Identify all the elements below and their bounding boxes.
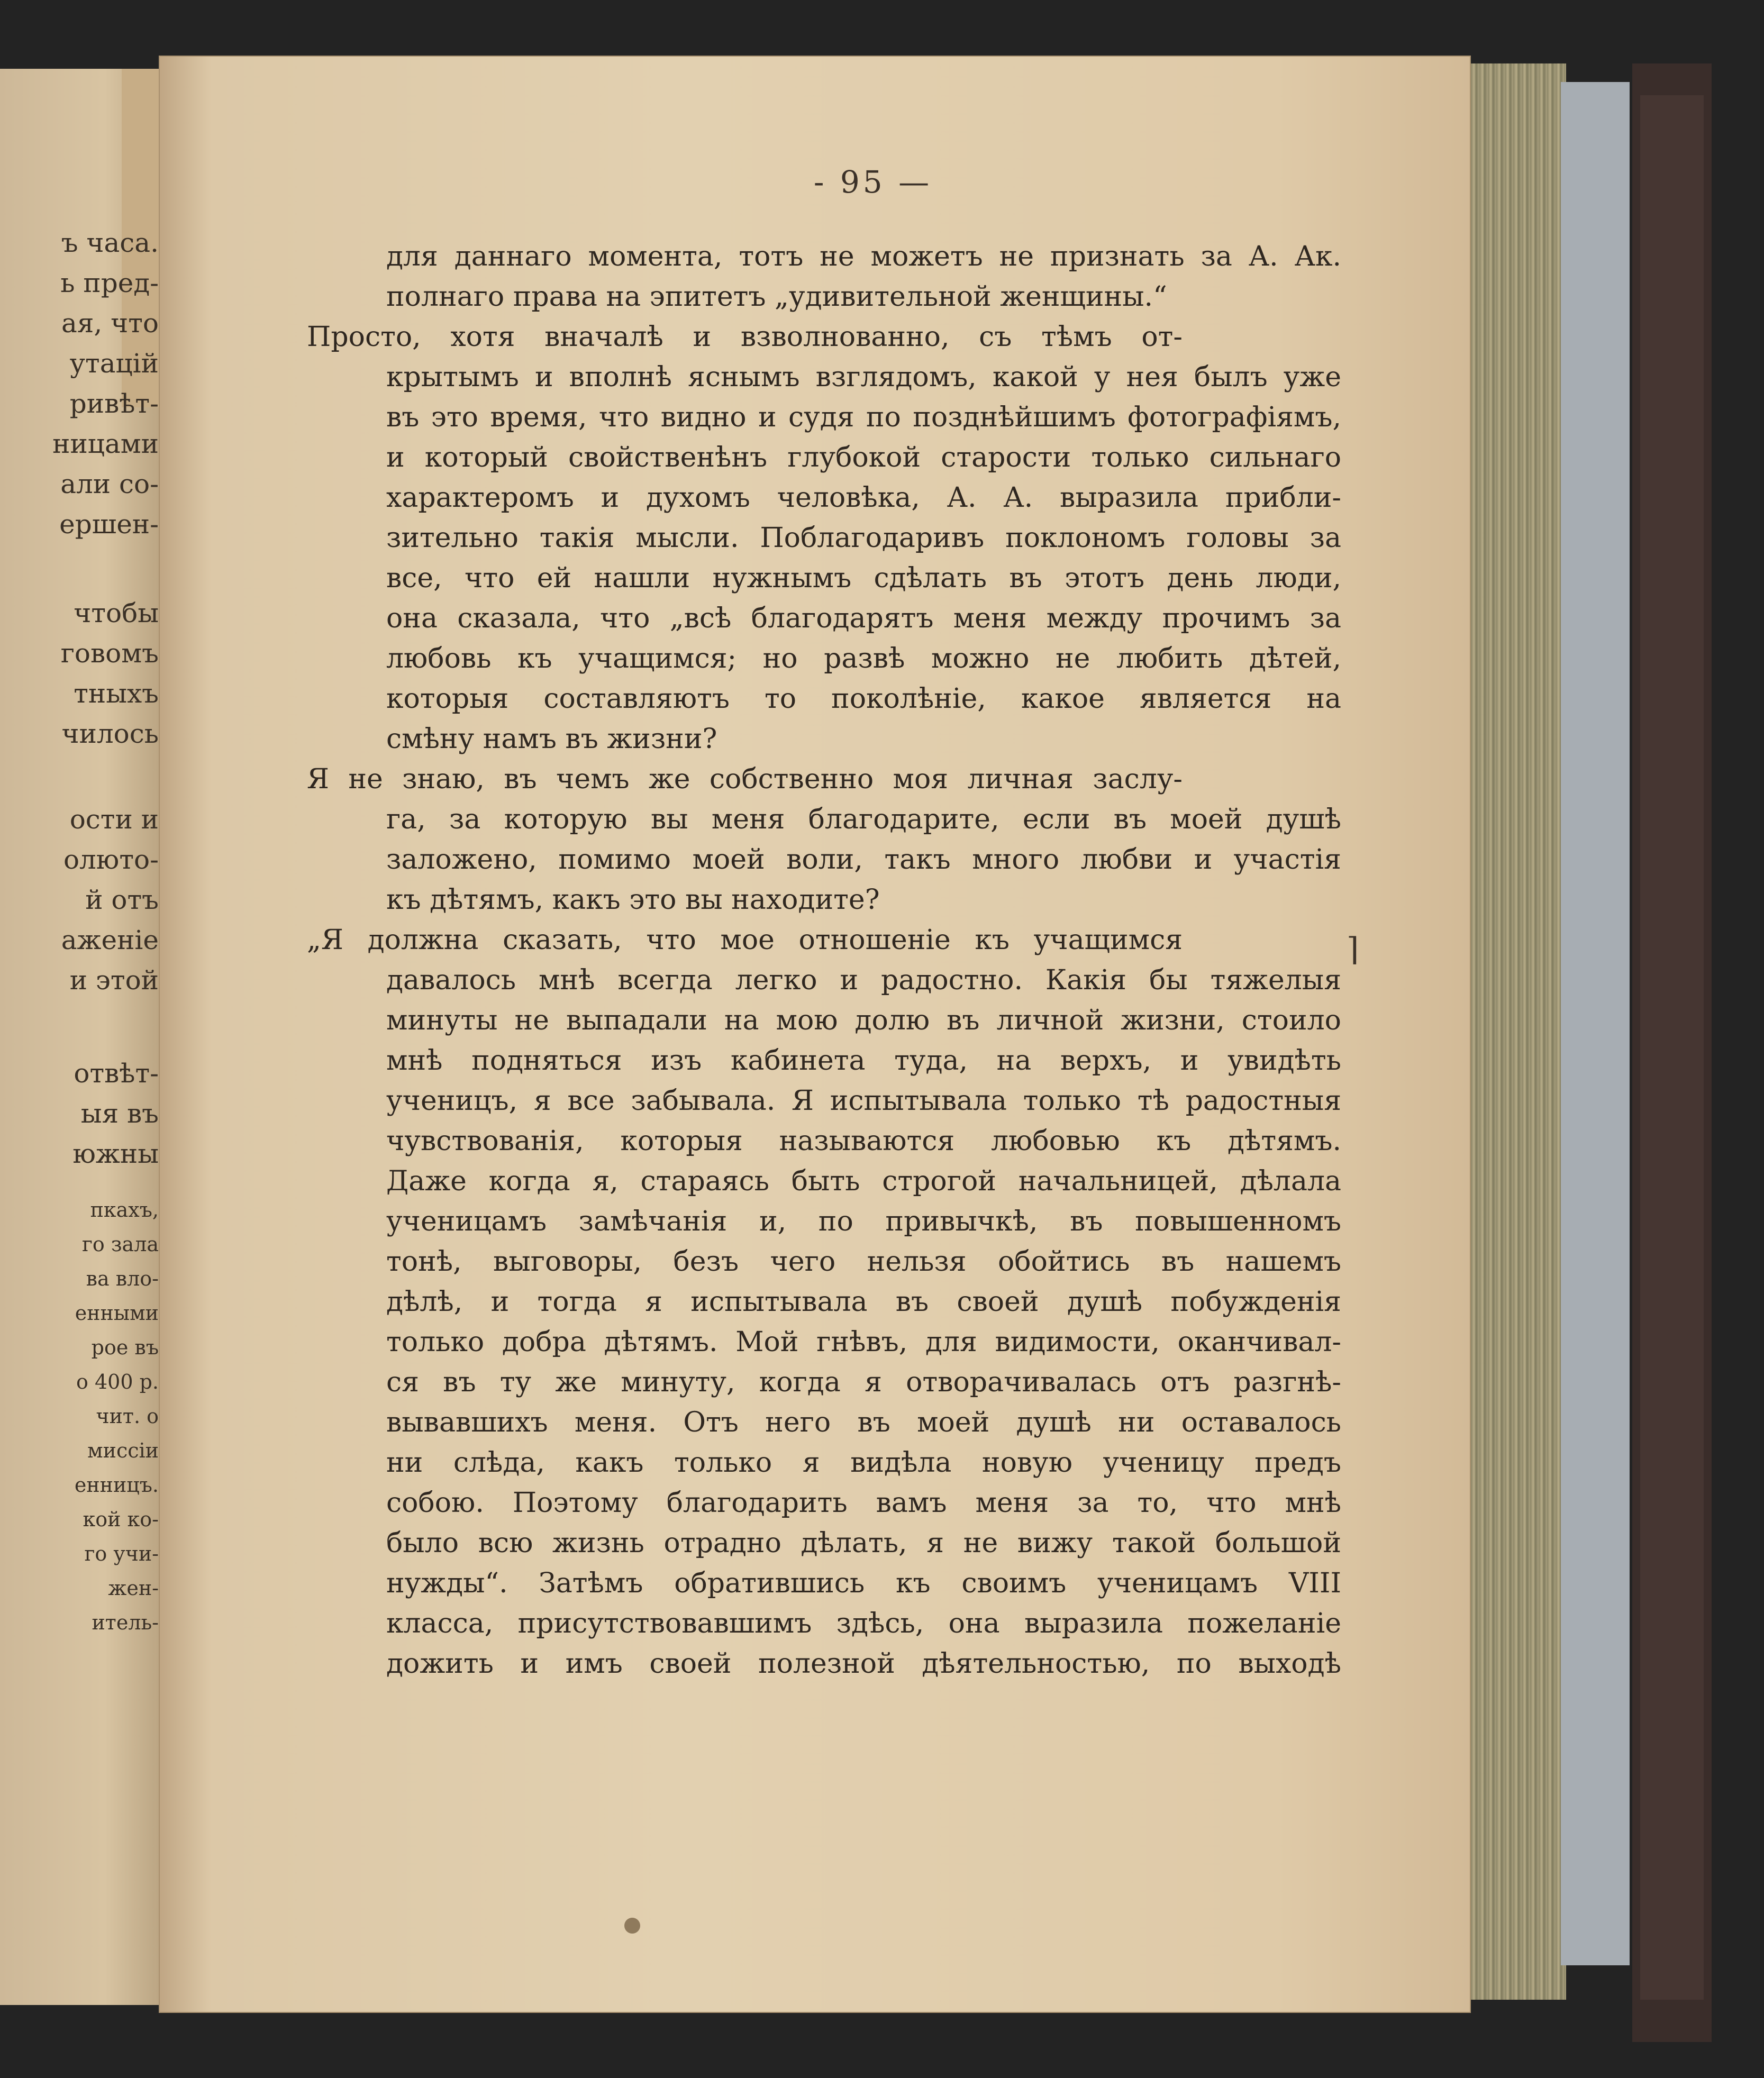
left-line: итель-	[92, 1611, 159, 1634]
text-line: зительно такія мысли. Поблагодаривъ поклономъ головы за	[386, 522, 1341, 554]
left-line: олюто-	[63, 844, 159, 875]
left-line: чит. о	[96, 1405, 159, 1428]
left-line: ривѣт-	[69, 388, 159, 419]
left-line: миссіи	[87, 1439, 159, 1462]
text-line: „Я должна сказать, что мое отношеніе къ учащимся	[307, 924, 1183, 956]
left-line: жен-	[108, 1576, 159, 1600]
left-line: ницами	[52, 429, 159, 459]
left-line: ая, что	[61, 308, 159, 339]
text-line: класса, присутствовавшимъ здѣсь, она выразила пожеланіе	[386, 1608, 1341, 1639]
text-line: га, за которую вы меня благодарите, если въ моей душѣ	[386, 804, 1341, 835]
left-line: ъ часа.	[61, 227, 159, 258]
text-line: вывавшихъ меня. Отъ него въ моей душѣ ни оставалось	[386, 1407, 1341, 1438]
text-line: къ дѣтямъ, какъ это вы находите?	[386, 884, 880, 916]
book-edge-strip	[1561, 82, 1630, 1965]
text-line: она сказала, что „всѣ благодарятъ меня между прочимъ за	[386, 603, 1341, 634]
text-line: ся въ ту же минуту, когда я отворачивалась отъ разгнѣ-	[386, 1366, 1341, 1398]
left-line: ости и	[69, 804, 159, 835]
left-line: пкахъ,	[90, 1198, 159, 1222]
left-line: о 400 р.	[76, 1370, 159, 1393]
left-line: утацій	[69, 348, 159, 379]
text-line: Даже когда я, стараясь быть строгой начальницей, дѣлала	[386, 1165, 1341, 1197]
book-page	[159, 56, 1471, 2013]
text-line: полнаго права на эпитетъ „удивительной женщины.“	[386, 281, 1167, 313]
text-line: мнѣ подняться изъ кабинета туда, на верхъ, и увидѣть	[386, 1045, 1341, 1077]
left-line: али со-	[60, 469, 159, 499]
left-line: ыя въ	[80, 1098, 159, 1129]
left-line: ва вло-	[86, 1267, 159, 1290]
text-line: для даннаго момента, тотъ не можетъ не признать за А. Ак.	[386, 241, 1341, 272]
text-line: которыя составляютъ то поколѣніе, какое является на	[386, 683, 1341, 715]
left-line: рое въ	[91, 1336, 159, 1359]
left-line: южны	[72, 1138, 159, 1169]
text-line: заложено, помимо моей воли, такъ много любви и участія	[386, 844, 1341, 876]
text-line: въ это время, что видно и судя по позднѣйшимъ фотографіямъ,	[386, 402, 1341, 433]
text-line: ученицамъ замѣчанія и, по привычкѣ, въ повышенномъ	[386, 1206, 1341, 1237]
text-line: нужды“. Затѣмъ обратившись къ своимъ ученицамъ VIII	[386, 1567, 1341, 1599]
text-line: характеромъ и духомъ человѣка, А. А. выразила прибли-	[386, 482, 1341, 514]
text-line: ни слѣда, какъ только я видѣла новую ученицу предъ	[386, 1447, 1341, 1479]
text-line: все, что ей нашли нужнымъ сдѣлать въ этотъ день люди,	[386, 562, 1341, 594]
left-line: ь пред-	[60, 268, 159, 298]
text-line: дѣлѣ, и тогда я испытывала въ своей душѣ побужденія	[386, 1286, 1341, 1318]
text-line: любовь къ учащимся; но развѣ можно не любить дѣтей,	[386, 643, 1341, 675]
text-line: чувствованія, которыя называются любовью къ дѣтямъ.	[386, 1125, 1341, 1157]
left-line: го зала	[81, 1233, 159, 1256]
text-line: Просто, хотя вначалѣ и взволнованно, съ тѣмъ от-	[307, 321, 1183, 353]
left-line: кой ко-	[83, 1508, 159, 1531]
book-cover-inner	[1640, 95, 1704, 2000]
left-line: го учи-	[84, 1542, 159, 1565]
text-line: ученицъ, я все забывала. Я испытывала только тѣ радостныя	[386, 1085, 1341, 1117]
left-line: чилось	[61, 718, 159, 749]
text-line: было всю жизнь отрадно дѣлать, я не вижу такой большой	[386, 1527, 1341, 1559]
ink-stain	[624, 1918, 640, 1934]
left-line: отвѣт-	[74, 1058, 159, 1089]
text-line: минуты не выпадали на мою долю въ личной жизни, стоило	[386, 1005, 1341, 1036]
left-line: и этой	[69, 965, 159, 996]
left-line: говомъ	[60, 638, 159, 669]
left-line: ершен-	[59, 509, 159, 540]
page-number: - 95 —	[813, 164, 933, 200]
text-line: дожить и имъ своей полезной дѣятельностью, по выходѣ	[386, 1648, 1341, 1680]
text-line: крытымъ и вполнѣ яснымъ взглядомъ, какой у нея былъ уже	[386, 361, 1341, 393]
left-line: чтобы	[74, 598, 159, 628]
text-line: собою. Поэтому благодарить вамъ меня за то, что мнѣ	[386, 1487, 1341, 1519]
text-line: смѣну намъ въ жизни?	[386, 723, 717, 755]
text-line: давалось мнѣ всегда легко и радостно. Какія бы тяжелыя	[386, 964, 1341, 996]
left-line: тныхъ	[74, 678, 159, 709]
text-line: тонѣ, выговоры, безъ чего нельзя обойтись въ нашемъ	[386, 1246, 1341, 1278]
left-line: аженіе	[61, 925, 159, 955]
left-line: й отъ	[85, 885, 159, 915]
left-line: енными	[75, 1301, 159, 1325]
text-line: и который свойственѣнъ глубокой старости только сильнаго	[386, 442, 1341, 473]
margin-bracket-mark: ⌉	[1347, 931, 1359, 968]
text-line: только добра дѣтямъ. Мой гнѣвъ, для видимости, оканчивал-	[386, 1326, 1341, 1358]
text-line: Я не знаю, въ чемъ же собственно моя личная заслу-	[307, 763, 1183, 795]
left-line: енницъ.	[74, 1473, 159, 1497]
